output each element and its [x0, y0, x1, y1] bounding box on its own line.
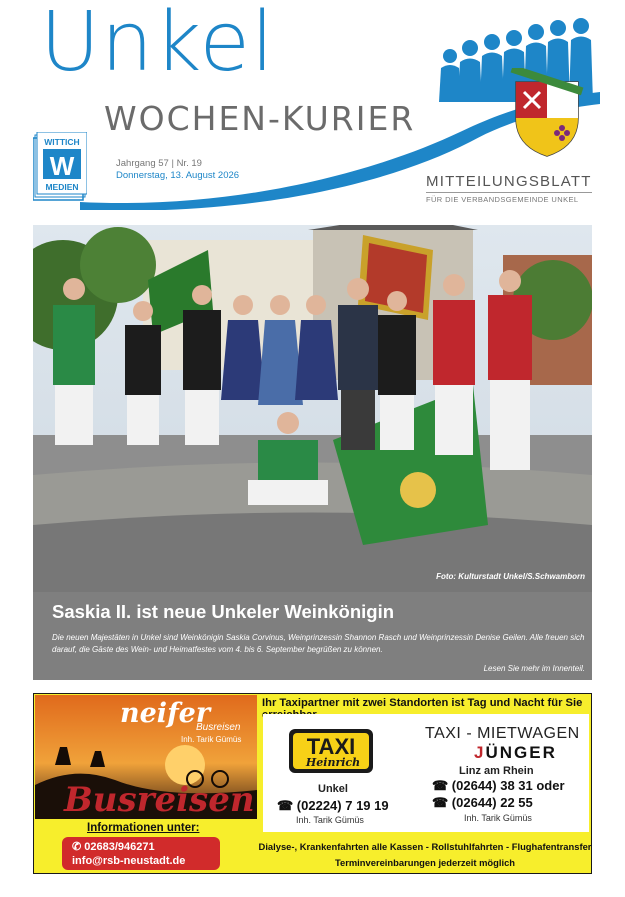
bus-brand-sub: Busreisen [196, 722, 241, 733]
taxi-left-phone[interactable]: ☎ (02224) 7 19 19 [277, 798, 389, 813]
bus-phone[interactable]: ✆ 02683/946271 [72, 841, 155, 853]
svg-text:WITTICH: WITTICH [44, 137, 80, 147]
taxi-right-phone-2[interactable]: ☎ (02644) 22 55 [432, 795, 533, 810]
issue-number: Jahrgang 57 | Nr. 19 [116, 158, 202, 169]
newspaper-subtitle: WOCHEN-KURIER [104, 99, 416, 138]
photo-credit: Foto: Kulturstadt Unkel/S.Schwamborn [436, 572, 585, 581]
cover-headline[interactable]: Saskia II. ist neue Unkeler Weinkönigin [52, 601, 395, 622]
cover-photo[interactable] [33, 225, 592, 592]
bulletin-subtitle: FÜR DIE VERBANDSGEMEINDE UNKEL [426, 195, 579, 204]
bus-brand-logo: neifer [120, 698, 211, 729]
taxi-left-owner: Inh. Tarik Gümüs [296, 815, 364, 825]
issue-date: Donnerstag, 13. August 2026 [116, 170, 240, 181]
bus-headline: Busreisen [64, 780, 255, 820]
taxi-right-owner: Inh. Tarik Gümüs [464, 813, 532, 823]
coat-of-arms-icon [510, 68, 584, 158]
taxi-right-brand: JÜNGER [474, 743, 557, 762]
read-more-link[interactable]: Lesen Sie mehr im Innenteil. [483, 664, 585, 673]
cover-lead-text: Die neuen Majestäten in Unkel sind Weinkönigin Saskia Corvinus, Weinprinzessin Shannon Rasch und Weinprinzessin Denise Geilen. Alle freuen sich darauf, die Gäste des Wein- und Heimatfestes vom 4. bis 6. September begrüßen zu können. [52, 633, 585, 654]
bulletin-title: MITTEILUNGSBLATT [426, 173, 592, 190]
newspaper-title: Unkel [40, 0, 275, 90]
bulletin-divider [426, 192, 592, 193]
taxi-heinrich-logo [288, 728, 374, 774]
taxi-headline: Ihr Taxipartner mit zwei Standorten ist Tag und Nacht für Sie [262, 697, 583, 709]
bus-owner: Inh. Tarik Gümüs [181, 735, 242, 744]
bus-email[interactable]: info@rsb-neustadt.de [72, 855, 186, 867]
bus-info-label: Informationen unter: [87, 822, 200, 834]
taxi-right-phone-1[interactable]: ☎ (02644) 38 31 oder [432, 778, 565, 793]
taxi-right-brand-rest: ÜNGER [485, 743, 557, 762]
taxi-logo-small: Heinrich [305, 756, 361, 769]
svg-text:MEDIEN: MEDIEN [45, 182, 79, 192]
taxi-right-city: Linz am Rhein [459, 765, 534, 777]
taxi-appointments: Terminvereinbarungen jederzeit möglich [334, 857, 516, 868]
taxi-logo-big: TAXI [306, 734, 356, 759]
taxi-services: Dialyse-, Krankenfahrten alle Kassen - Rollstuhlfahrten - Flughafentransfer [258, 841, 592, 852]
svg-text:W: W [49, 151, 75, 181]
wittich-medien-logo [33, 132, 87, 202]
taxi-left-city: Unkel [318, 783, 348, 795]
taxi-right-title: TAXI - MIETWAGEN [425, 725, 580, 742]
